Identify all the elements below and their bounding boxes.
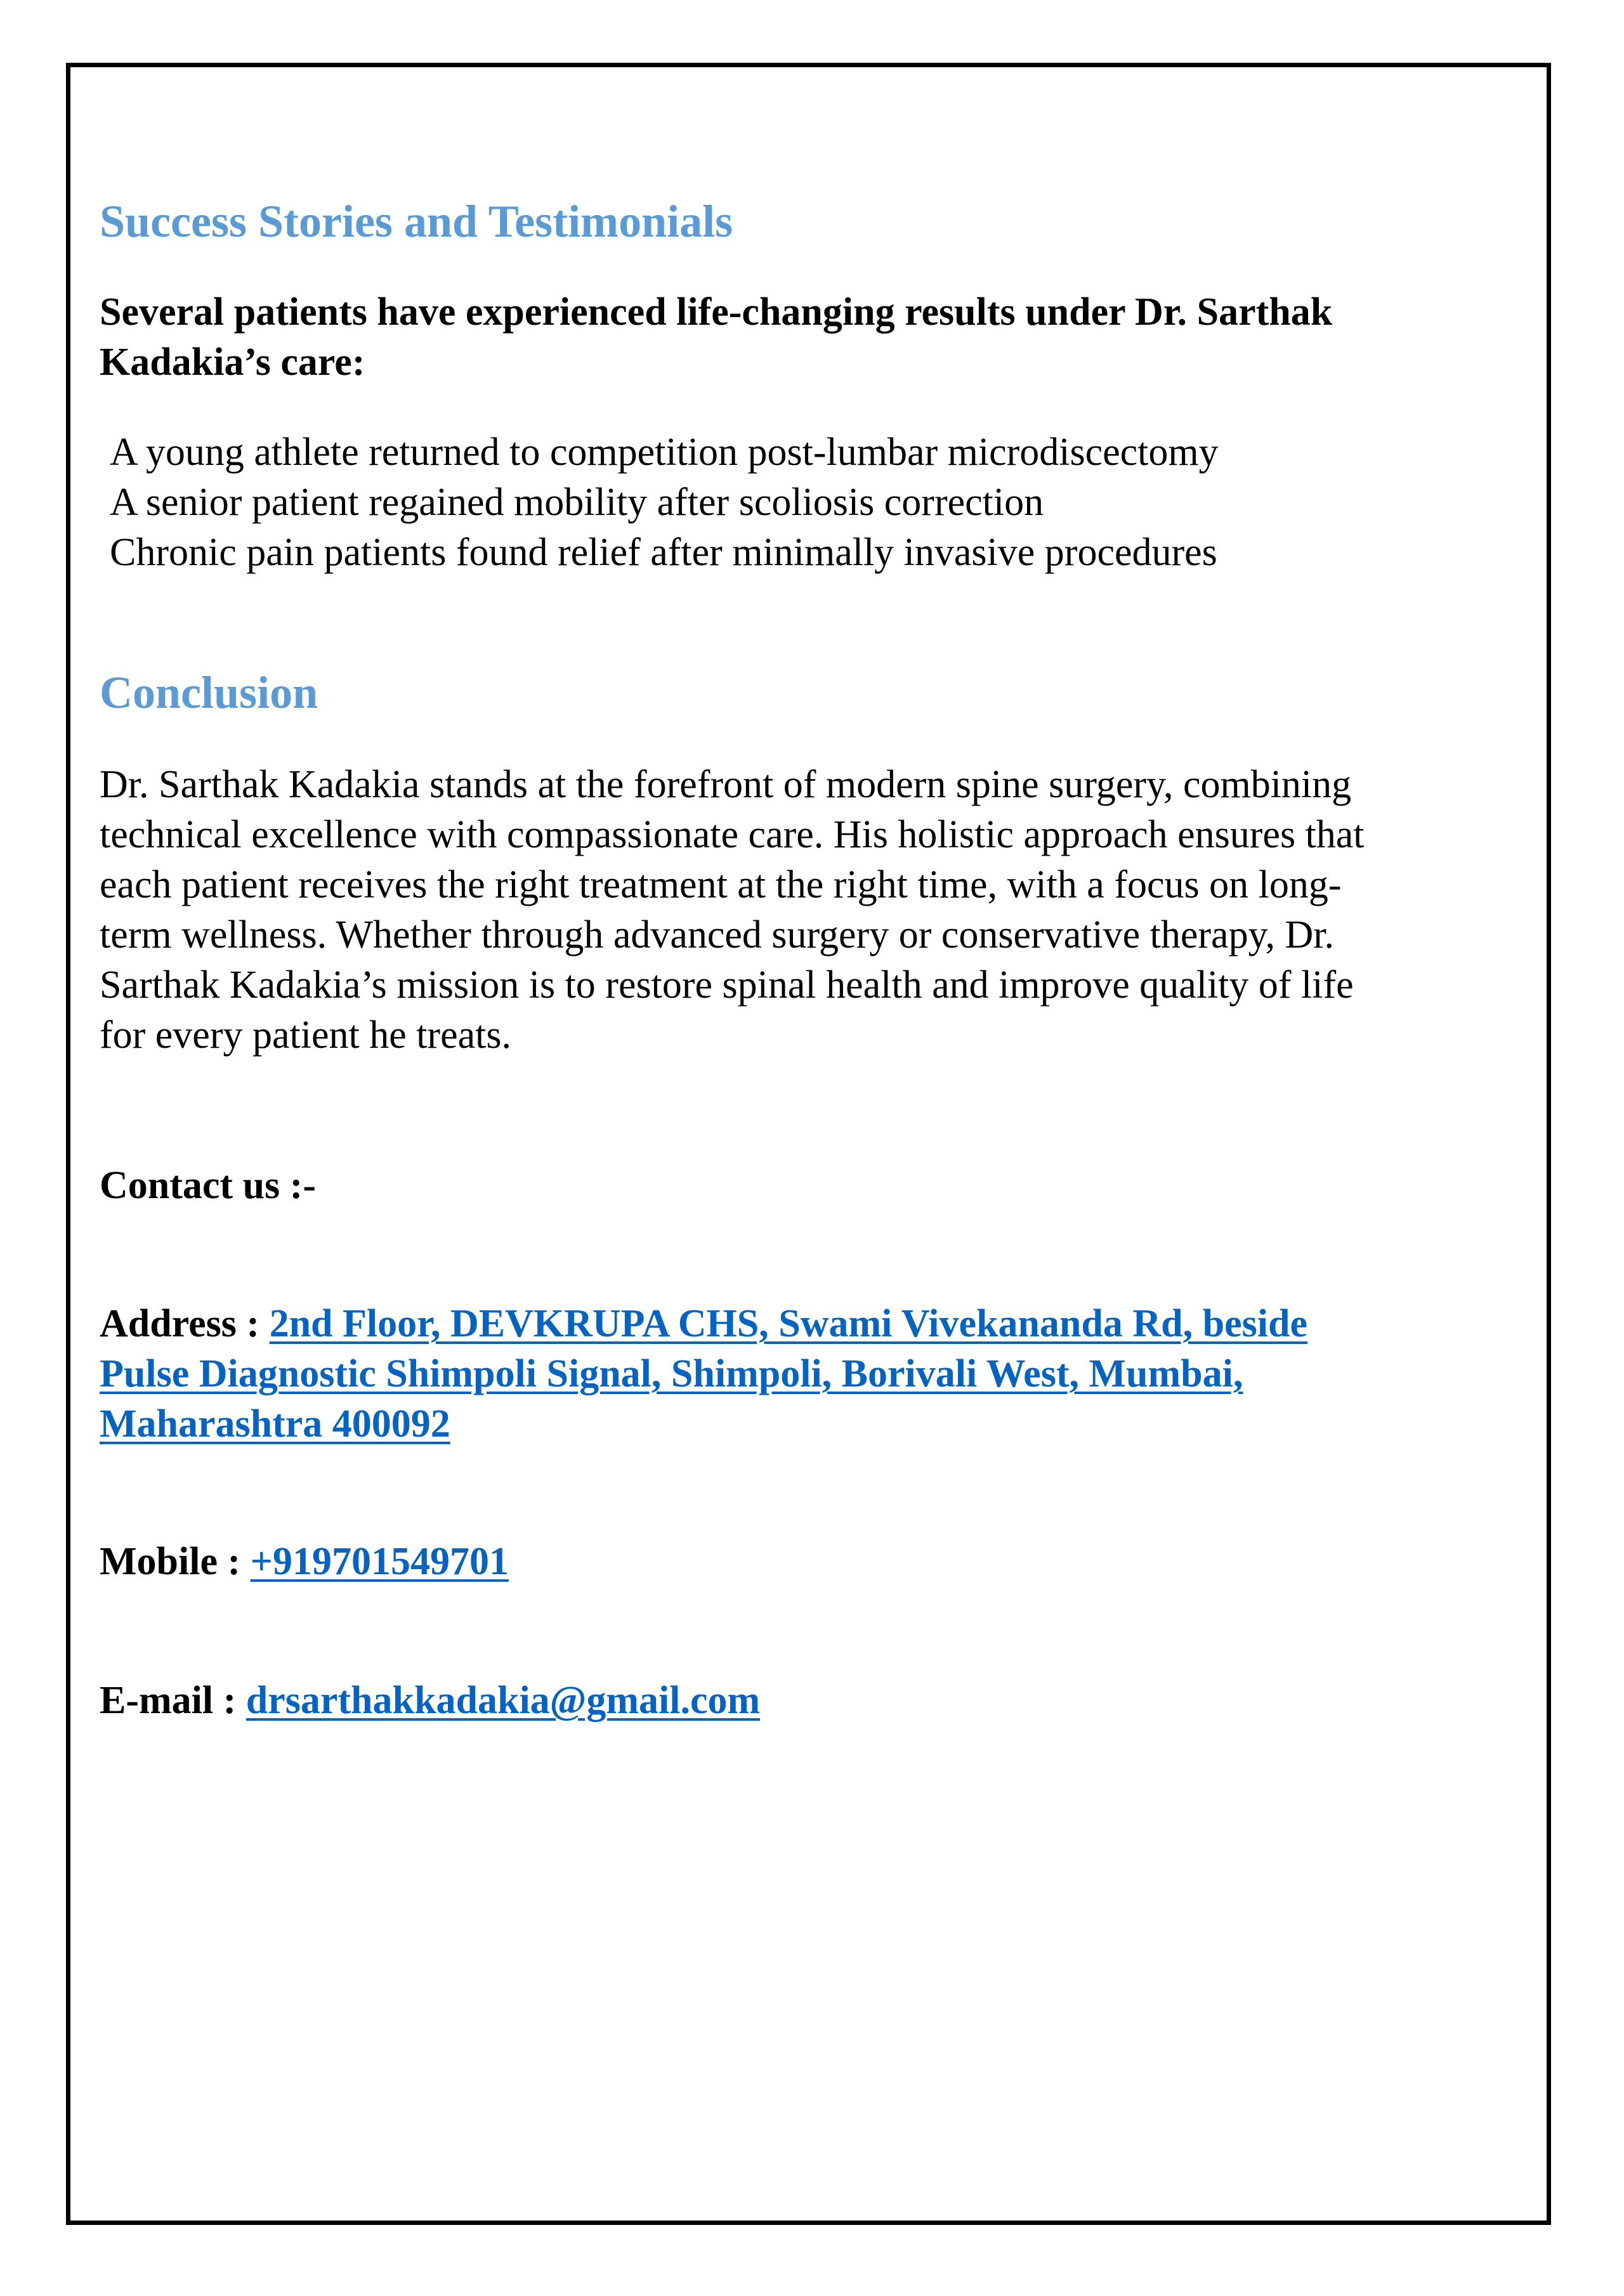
mobile-link[interactable]: +919701549701 [250,1540,509,1583]
address-label: Address : [100,1302,270,1345]
list-item: Chronic pain patients found relief after minimally invasive procedures [110,531,1217,574]
intro-line: Kadakia’s care: [100,341,365,384]
list-item: A young athlete returned to competition post-lumbar microdiscectomy [110,431,1219,474]
testimonial-list [100,427,1529,578]
address-block [100,1299,1529,1449]
intro-line: Several patients have experienced life-changing results under Dr. Sarthak [100,290,1333,334]
address-link[interactable]: 2nd Floor, DEVKRUPA CHS, Swami Vivekananda Rd, beside [269,1302,1307,1345]
paragraph-line: for every patient he treats. [100,1014,511,1057]
paragraph-line: Dr. Sarthak Kadakia stands at the forefront of modern spine surgery, combining [100,763,1352,806]
address-link[interactable]: Maharashtra 400092 [100,1402,450,1445]
success-intro [100,287,1529,388]
list-item: A senior patient regained mobility after scoliosis correction [110,481,1044,524]
success-heading: Success Stories and Testimonials [100,196,733,247]
paragraph-line: technical excellence with compassionate care. His holistic approach ensures that [100,813,1365,856]
email-label: E-mail : [100,1679,246,1722]
contact-heading: Contact us :- [100,1164,316,1207]
paragraph-line: each patient receives the right treatment at the right time, with a focus on long- [100,863,1342,906]
conclusion-paragraph [100,760,1529,1060]
paragraph-line: Sarthak Kadakia’s mission is to restore spinal health and improve quality of life [100,963,1354,1007]
mobile-row [100,1537,1529,1587]
email-row [100,1676,1529,1726]
conclusion-heading: Conclusion [100,667,318,718]
paragraph-line: term wellness. Whether through advanced surgery or conservative therapy, Dr. [100,913,1335,956]
email-link[interactable]: drsarthakkadakia@gmail.com [246,1679,761,1722]
address-link[interactable]: Pulse Diagnostic Shimpoli Signal, Shimpoli, Borivali West, Mumbai, [100,1352,1243,1395]
mobile-label: Mobile : [100,1540,251,1583]
